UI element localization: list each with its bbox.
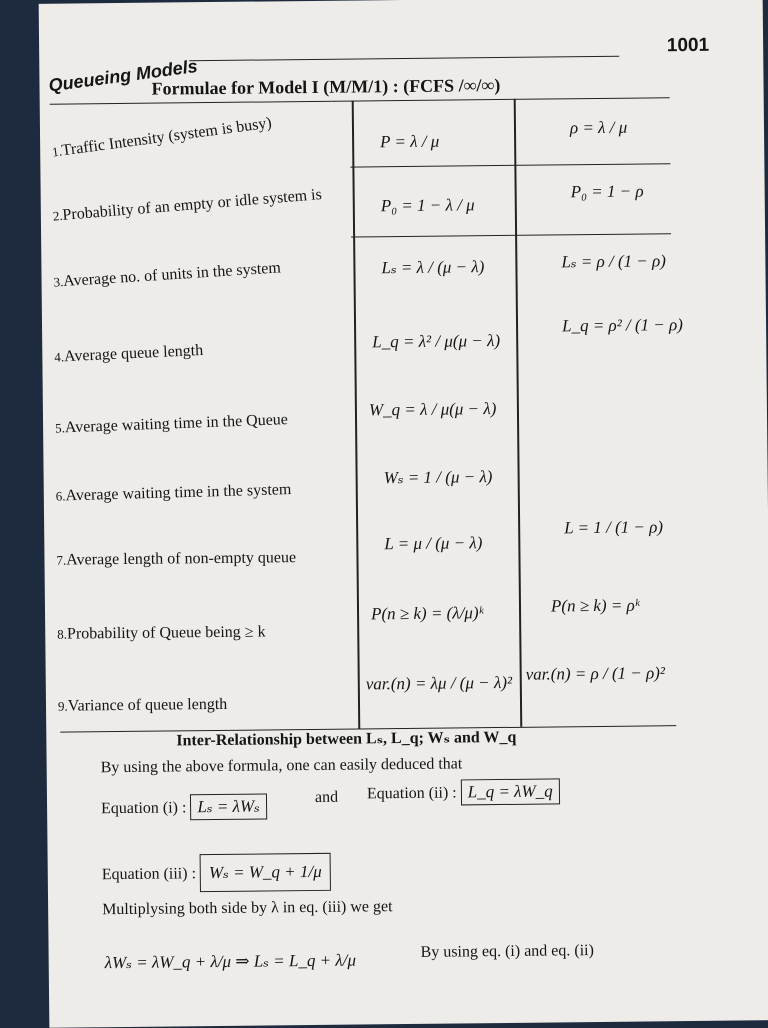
row-9-label: 9.Variance of queue length [57, 695, 228, 715]
row-8-label: 8.Probability of Queue being ≥ k [57, 623, 266, 643]
equation-2 [367, 778, 560, 806]
row-9-formula-rho: var.(n) = ρ / (1 − ρ)² [525, 663, 666, 684]
row-4-label: 4.Average queue length [54, 341, 204, 366]
row-6-formula-lambda: Wₛ = 1 / (μ − λ) [383, 467, 493, 488]
row-2-label: 2.Probability of an empty or idle system is [52, 186, 323, 224]
equation-1-label: Equation (i) : [101, 799, 187, 818]
by-using-text: By using eq. (i) and eq. (ii) [420, 942, 594, 961]
row-4-formula-lambda: L_q = λ² / μ(μ − λ) [372, 331, 501, 352]
row-divider-1 [350, 163, 670, 167]
row-2-formula-rho: P₀ = 1 − ρ [570, 181, 644, 202]
table-top-rule [50, 97, 670, 104]
header-rule [189, 56, 619, 62]
multiply-text: Multiplysing both side by λ in eq. (iii) we get [102, 898, 393, 919]
derivation-formula: λWₛ = λW_q + λ/μ ⇒ Lₛ = L_q + λ/μ [104, 950, 357, 973]
row-2-formula-lambda: P₀ = 1 − λ / μ [380, 195, 475, 216]
equation-1-box: Lₛ = λWₛ [190, 793, 267, 820]
page-number: 1001 [666, 34, 710, 57]
table-divider-1 [352, 101, 361, 729]
equation-3 [102, 853, 331, 893]
row-5-label: 5.Average waiting time in the Queue [54, 411, 289, 437]
table-title: Formulae for Model I (M/M/1) : (FCFS /∞/∞) [151, 74, 501, 99]
inter-relationship-title: Inter-Relationship between Lₛ, L_q; Wₛ and W_q [176, 728, 517, 750]
and-word: and [314, 788, 339, 806]
row-3-label: 3.Average no. of units in the system [53, 259, 282, 291]
book-page [39, 0, 768, 1028]
equation-1 [101, 793, 267, 821]
row-1-label: 1.Traffic Intensity (system is busy) [51, 114, 273, 160]
row-1-formula-lambda: P = λ / μ [380, 131, 440, 152]
row-3-formula-rho: Lₛ = ρ / (1 − ρ) [561, 251, 666, 272]
equation-3-box: Wₛ = W_q + 1/μ [200, 853, 331, 892]
row-8-formula-lambda: P(n ≥ k) = (λ/μ)ᵏ [370, 603, 484, 624]
row-7-formula-rho: L = 1 / (1 − ρ) [564, 517, 664, 538]
row-7-formula-lambda: L = μ / (μ − λ) [384, 533, 483, 554]
chapter-title: Queueing Models [47, 55, 199, 96]
row-5-formula-lambda: W_q = λ / μ(μ − λ) [368, 399, 497, 420]
row-8-formula-rho: P(n ≥ k) = ρᵏ [550, 595, 640, 616]
row-6-label: 6.Average waiting time in the system [55, 481, 292, 505]
derivation [105, 949, 357, 976]
row-4-formula-rho: L_q = ρ² / (1 − ρ) [561, 315, 684, 336]
row-divider-2 [351, 233, 671, 237]
row-7-label: 7.Average length of non-empty queue [56, 549, 297, 569]
equation-2-label: Equation (ii) : [366, 784, 457, 803]
equation-3-label: Equation (iii) : [101, 865, 197, 884]
table-divider-2 [514, 99, 523, 727]
row-3-formula-lambda: Lₛ = λ / (μ − λ) [381, 257, 485, 278]
row-9-formula-lambda: var.(n) = λμ / (μ − λ)² [365, 672, 513, 694]
row-1-formula-rho: ρ = λ / μ [569, 117, 628, 138]
equation-2-box: L_q = λW_q [461, 778, 560, 805]
intro-text: By using the above formula, one can easily deduced that [100, 755, 463, 777]
